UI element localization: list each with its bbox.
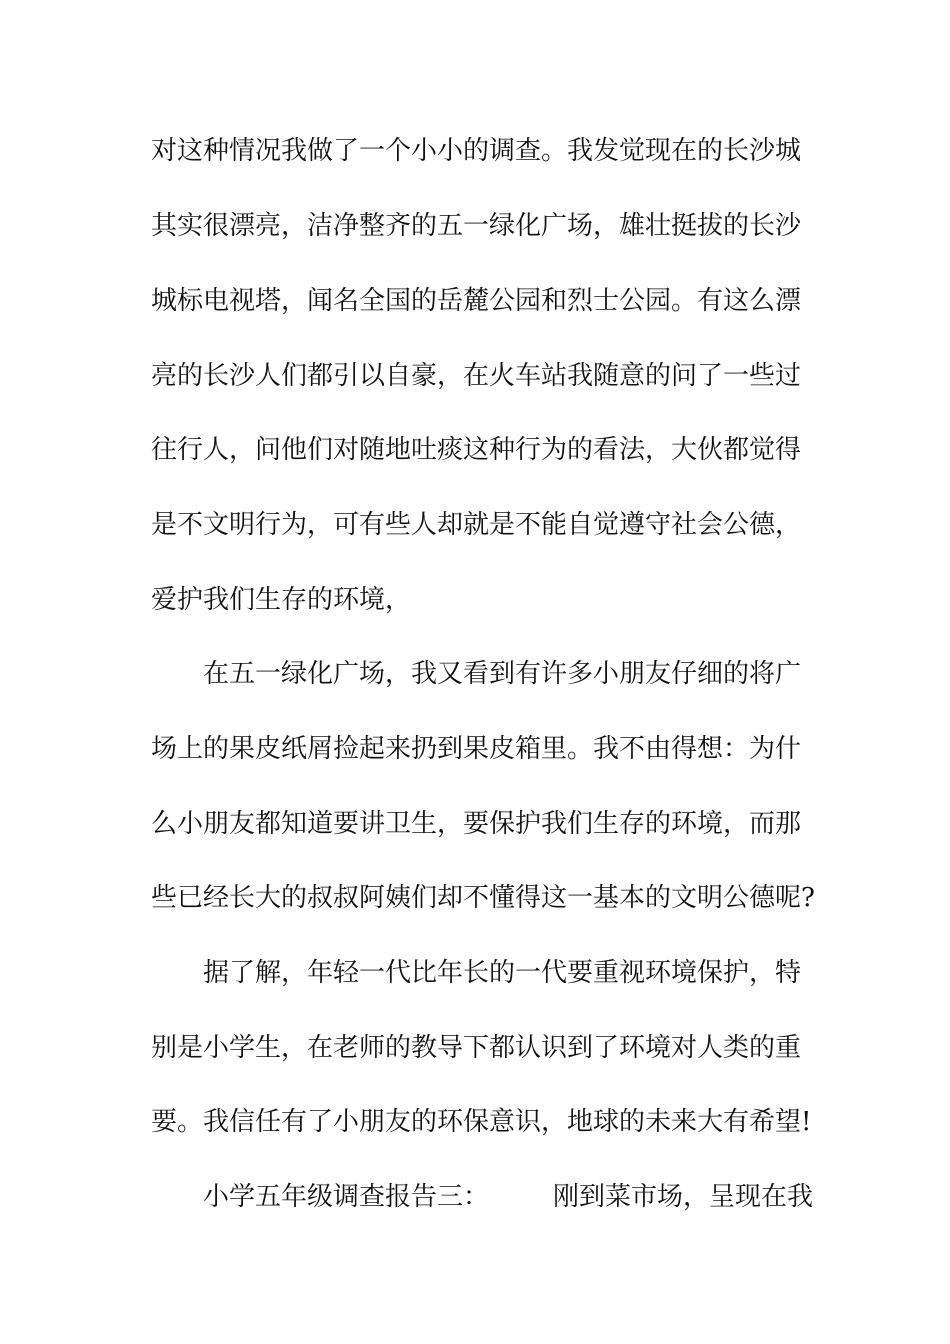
paragraph-line: 要。我信任有了小朋友的环保意识，地球的未来大有希望! [151,1107,812,1137]
paragraph-line: 是不文明行为，可有些人却就是不能自觉遵守社会公德， [151,510,802,540]
report-heading: 小学五年级调查报告三： [203,1182,490,1212]
paragraph-line: 亮的长沙人们都引以自豪，在火车站我随意的问了一些过 [151,361,802,391]
paragraph-line: 些已经长大的叔叔阿姨们却不懂得这一基本的文明公德呢? [151,883,815,913]
report-heading-line [203,1180,863,1214]
paragraph-first-line: 在五一绿化广场，我又看到有许多小朋友仔细的将广 [203,659,802,689]
paragraph-line: 对这种情况我做了一个小小的调查。我发觉现在的长沙城 [151,136,802,166]
paragraph-line: 城标电视塔，闻名全国的岳麓公园和烈士公园。有这么漂 [151,286,802,316]
paragraph-line: 么小朋友都知道要讲卫生，要保护我们生存的环境，而那 [151,809,802,839]
paragraph-line: 其实很漂亮，洁净整齐的五一绿化广场，雄壮挺拔的长沙 [151,211,802,241]
paragraph-line: 场上的果皮纸屑捡起来扔到果皮箱里。我不由得想：为什 [151,734,802,764]
report-text: 刚到菜市场，呈现在我 [553,1182,814,1212]
paragraph-line: 别是小学生，在老师的教导下都认识到了环境对人类的重 [151,1033,802,1063]
paragraph-line: 爱护我们生存的环境， [151,585,412,615]
paragraph-first-line: 据了解，年轻一代比年长的一代要重视环境保护，特 [203,958,802,988]
paragraph-line: 往行人，问他们对随地吐痰这种行为的看法，大伙都觉得 [151,435,802,465]
